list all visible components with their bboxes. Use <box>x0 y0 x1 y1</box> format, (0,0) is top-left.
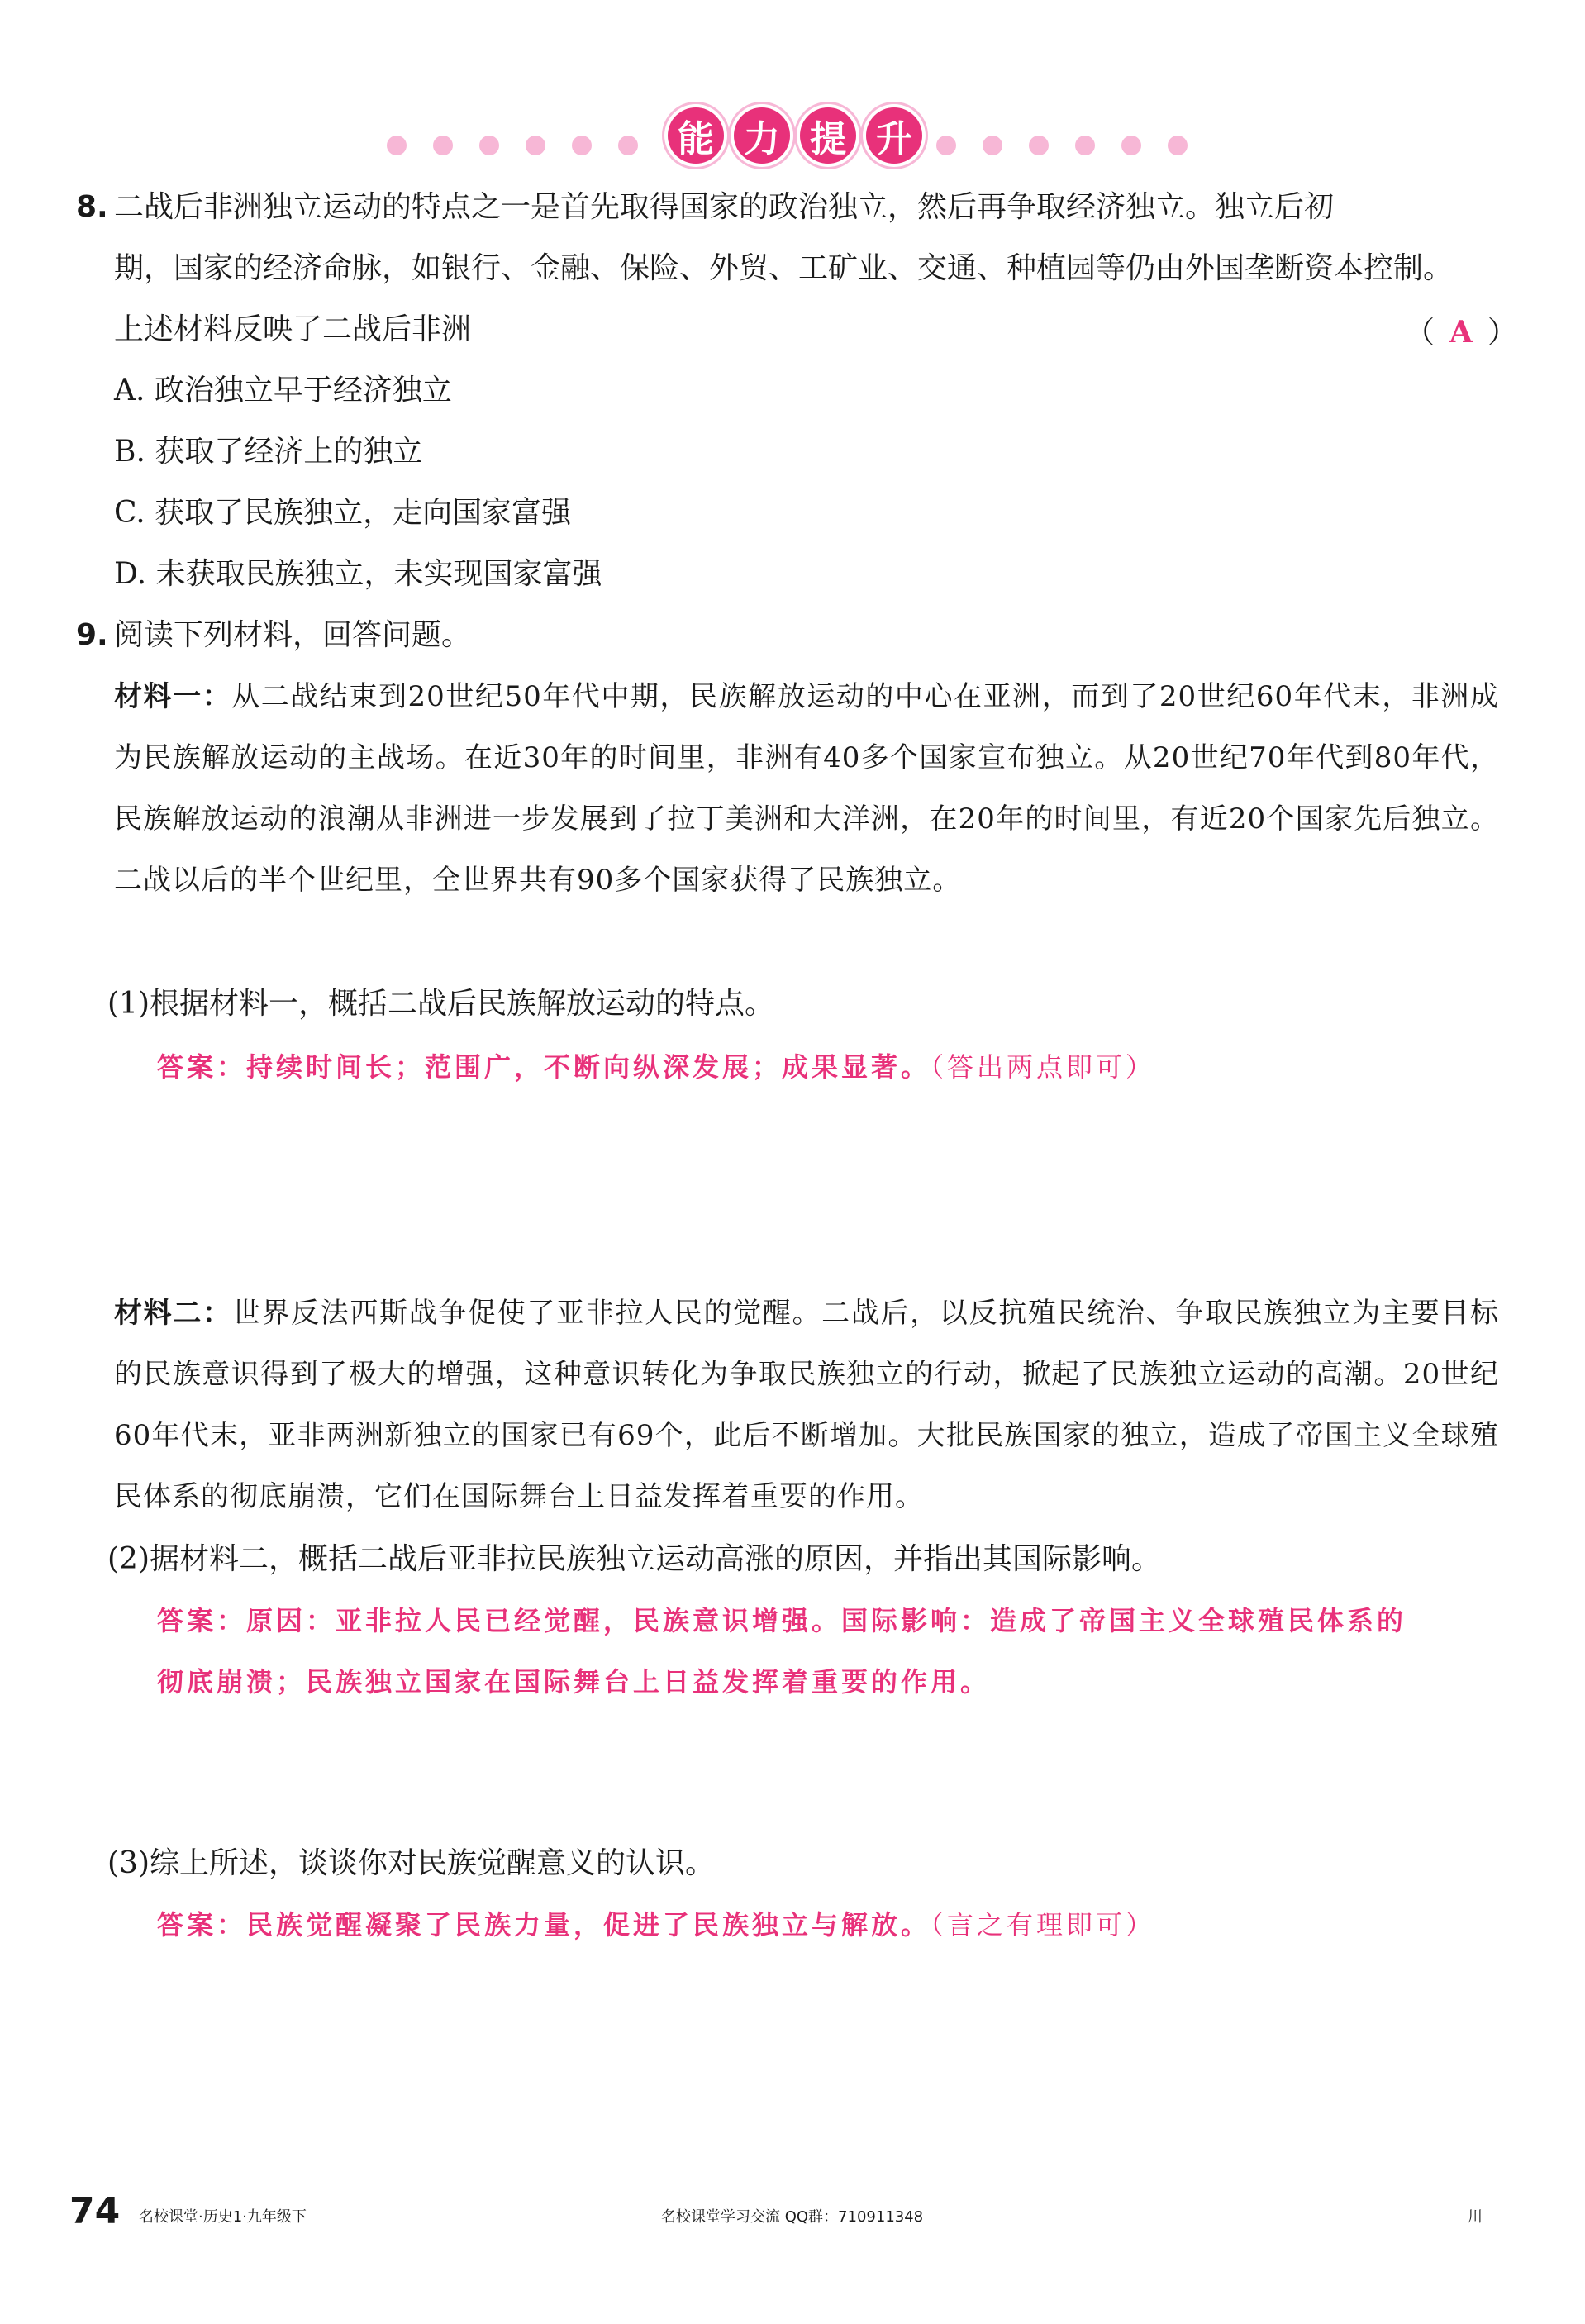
question-8-number: 8. <box>76 190 108 224</box>
answer-note: （答出两点即可） <box>931 1051 1156 1083</box>
option-b: B. 获取了经济上的独立 <box>114 435 423 469</box>
question-8-answer: A <box>1449 315 1473 350</box>
section-title-char: 力 <box>734 107 790 164</box>
subquestion-3: (3)综上所述，谈谈你对民族觉醒意义的认识。 <box>107 1846 715 1880</box>
dot-icon <box>479 136 499 155</box>
question-9-number: 9. <box>76 618 108 652</box>
subquestion-3-answer: 答案：民族觉醒凝聚了民族力量，促进了民族独立与解放。（言之有理即可） <box>157 1909 1156 1941</box>
dot-icon <box>1121 136 1141 155</box>
dot-icon <box>1075 136 1095 155</box>
material-one-label: 材料一： <box>114 680 232 713</box>
dot-icon <box>433 136 453 155</box>
page-number: 74 <box>69 2190 121 2232</box>
option-c: C. 获取了民族独立，走向国家富强 <box>114 496 572 530</box>
answer-note: （言之有理即可） <box>931 1909 1156 1941</box>
material-two-text: 世界反法西斯战争促使了亚非拉人民的觉醒。二战后，以反抗殖民统治、争取民族独立为主要目标的民族意识得到了极大的增强，这种意识转化为争取民族独立的行动，掀起了民族独立运动的高潮。20世纪60年代末，亚非两洲新独立的国家已有69个，此后不断增加。大批民族国家的独立，造成了帝国主义全球殖民体系的彻底崩溃，它们在国际舞台上日益发挥着重要的作用。 <box>114 1297 1500 1513</box>
answer-bracket: （ A ） <box>1405 315 1517 350</box>
section-title-char: 能 <box>668 107 724 164</box>
option-d: D. 未获取民族独立，未实现国家富强 <box>114 557 602 591</box>
region-mark: 川 <box>1468 2208 1483 2226</box>
material-one <box>114 666 1499 911</box>
decorative-dots-right <box>936 136 1188 155</box>
subquestion-1-answer: 答案：持续时间长；范围广，不断向纵深发展；成果显著。（答出两点即可） <box>157 1051 1156 1083</box>
section-title-char: 升 <box>866 107 922 164</box>
subquestion-1: (1)根据材料一，概括二战后民族解放运动的特点。 <box>107 987 774 1021</box>
dot-icon <box>572 136 592 155</box>
dot-icon <box>526 136 545 155</box>
section-title-char: 提 <box>800 107 856 164</box>
question-8-stem-line1: 二战后非洲独立运动的特点之一是首先取得国家的政治独立，然后再争取经济独立。独立后初 <box>114 190 1335 224</box>
material-one-text: 从二战结束到20世纪50年代中期，民族解放运动的中心在亚洲，而到了20世纪60年代末，非洲成为民族解放运动的主战场。在近30年的时间里，非洲有40多个国家宣布独立。从20世纪70年代到80年代，民族解放运动的浪潮从非洲进一步发展到了拉丁美洲和大洋洲，在20年的时间里，有近20个国家先后独立。二战以后的半个世纪里，全世界共有90多个国家获得了民族独立。 <box>114 680 1499 897</box>
page-footer <box>0 2190 1585 2240</box>
dot-icon <box>983 136 1002 155</box>
dot-icon <box>387 136 407 155</box>
subquestion-2: (2)据材料二，概括二战后亚非拉民族独立运动高涨的原因，并指出其国际影响。 <box>107 1542 1161 1576</box>
question-9-stem: 阅读下列材料，回答问题。 <box>114 618 472 652</box>
question-8-stem-line3: 上述材料反映了二战后非洲 <box>114 312 472 346</box>
book-title: 名校课堂·历史1·九年级下 <box>139 2208 307 2226</box>
dot-icon <box>1029 136 1049 155</box>
section-title <box>668 107 922 164</box>
subquestion-2-answer-line2: 彻底崩溃；民族独立国家在国际舞台上日益发挥着重要的作用。 <box>157 1666 991 1698</box>
option-a: A. 政治独立早于经济独立 <box>114 374 452 407</box>
qq-group: 名校课堂学习交流 QQ群：710911348 <box>661 2208 924 2226</box>
dot-icon <box>618 136 638 155</box>
section-banner <box>0 107 1585 174</box>
material-two <box>114 1283 1499 1527</box>
decorative-dots-left <box>387 136 638 155</box>
material-two-label: 材料二： <box>114 1297 232 1330</box>
subquestion-2-answer-line1: 答案：原因：亚非拉人民已经觉醒，民族意识增强。国际影响：造成了帝国主义全球殖民体系的 <box>157 1605 1407 1636</box>
dot-icon <box>936 136 956 155</box>
dot-icon <box>1168 136 1188 155</box>
question-8-stem-line2: 期，国家的经济命脉，如银行、金融、保险、外贸、工矿业、交通、种植园等仍由外国垄断资本控制。 <box>114 251 1454 285</box>
